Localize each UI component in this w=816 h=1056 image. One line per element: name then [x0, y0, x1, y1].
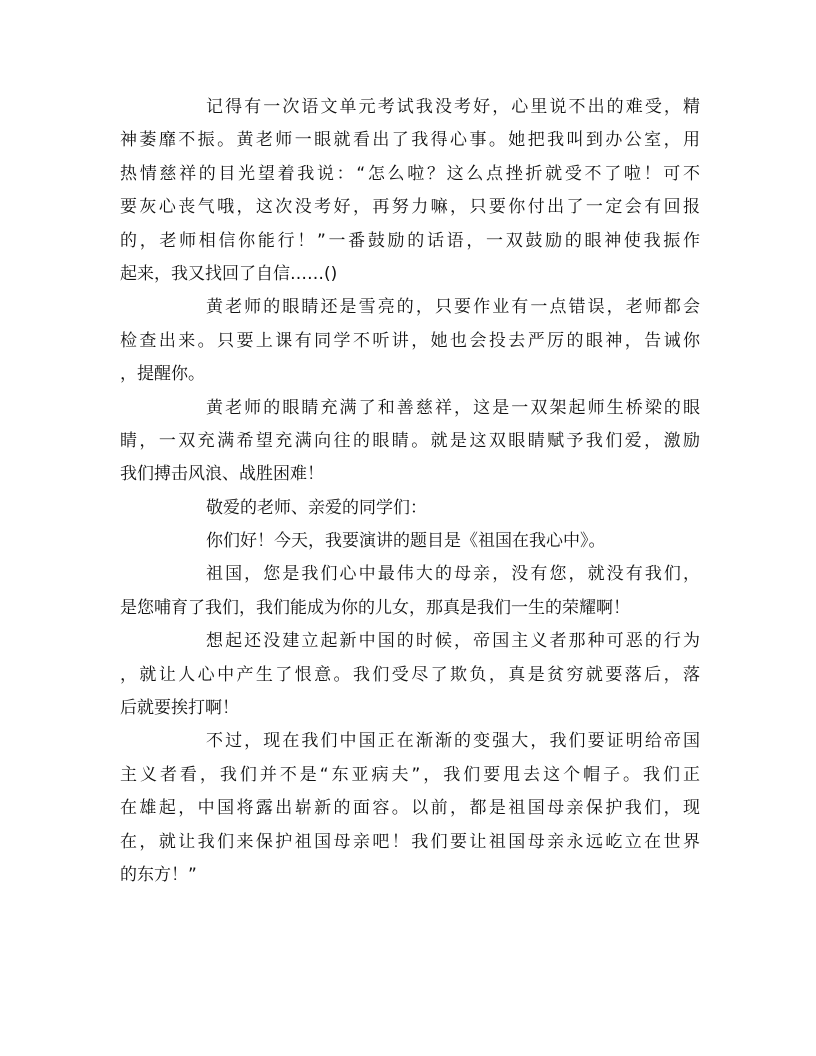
paragraph-line: 神萎靡不振。黄老师一眼就看出了我得心事。她把我叫到办公室，用 — [120, 130, 700, 151]
paragraph-line: 后就要挨打啊！ — [120, 698, 239, 719]
paragraph-line: 热情慈祥的目光望着我说：“怎么啦？这么点挫折就受不了啦！可不 — [120, 163, 700, 184]
paragraph-line: 主义者看，我们并不是“东亚病夫”，我们要甩去这个帽子。我们正 — [120, 764, 700, 785]
paragraph — [120, 492, 700, 525]
paragraph-line: 要灰心丧气哦，这次没考好，再努力嘛，只要你付出了一定会有回报 — [120, 197, 700, 218]
paragraph-line: 记得有一次语文单元考试我没考好，心里说不出的难受，精 — [206, 97, 700, 117]
paragraph-line: 在，就让我们来保护祖国母亲吧！我们要让祖国母亲永远屹立在世界 — [120, 831, 700, 852]
paragraph-line: 的，老师相信你能行！”一番鼓励的话语，一双鼓励的眼神使我振作 — [120, 230, 700, 251]
paragraph — [120, 392, 700, 492]
paragraph-line: 敬爱的老师、亲爱的同学们： — [206, 497, 427, 518]
paragraph-line: 黄老师的眼睛充满了和善慈祥，这是一双架起师生桥梁的眼 — [206, 397, 700, 418]
paragraph — [120, 625, 700, 725]
paragraph — [120, 558, 700, 625]
paragraph — [120, 525, 700, 558]
paragraph-line: 的东方！” — [120, 864, 197, 885]
paragraph-line: 你们好！今天，我要演讲的题目是《祖国在我心中》。 — [206, 531, 606, 552]
paragraph — [120, 725, 700, 892]
paragraph-line: 睛，一双充满希望充满向往的眼睛。就是这双眼睛赋予我们爱，激励 — [120, 430, 700, 451]
paragraph-line: 在雄起，中国将露出崭新的面容。以前，都是祖国母亲保护我们，现 — [120, 798, 700, 819]
paragraph-line: 是您哺育了我们，我们能成为你的儿女，那真是我们一生的荣耀啊！ — [120, 597, 630, 618]
paragraph-line: 我们搏击风浪、战胜困难！ — [120, 464, 324, 485]
document-body — [120, 91, 700, 892]
paragraph — [120, 291, 700, 391]
paragraph-line: 不过，现在我们中国正在渐渐的变强大，我们要证明给帝国 — [206, 731, 700, 752]
paragraph-line: 想起还没建立起新中国的时候，帝国主义者那种可恶的行为 — [206, 631, 700, 652]
paragraph — [120, 91, 700, 291]
paragraph-line: ，就让人心中产生了恨意。我们受尽了欺负，真是贫穷就要落后，落 — [120, 664, 700, 685]
paragraph-line: 起来，我又找回了自信……() — [120, 263, 338, 284]
paragraph-line: 检查出来。只要上课有同学不听讲，她也会投去严厉的眼神，告诫你 — [120, 330, 700, 351]
paragraph-line: ，提醒你。 — [120, 364, 205, 385]
paragraph-line: 黄老师的眼睛还是雪亮的，只要作业有一点错误，老师都会 — [206, 297, 700, 318]
paragraph-line: 祖国，您是我们心中最伟大的母亲，没有您，就没有我们， — [206, 564, 700, 585]
